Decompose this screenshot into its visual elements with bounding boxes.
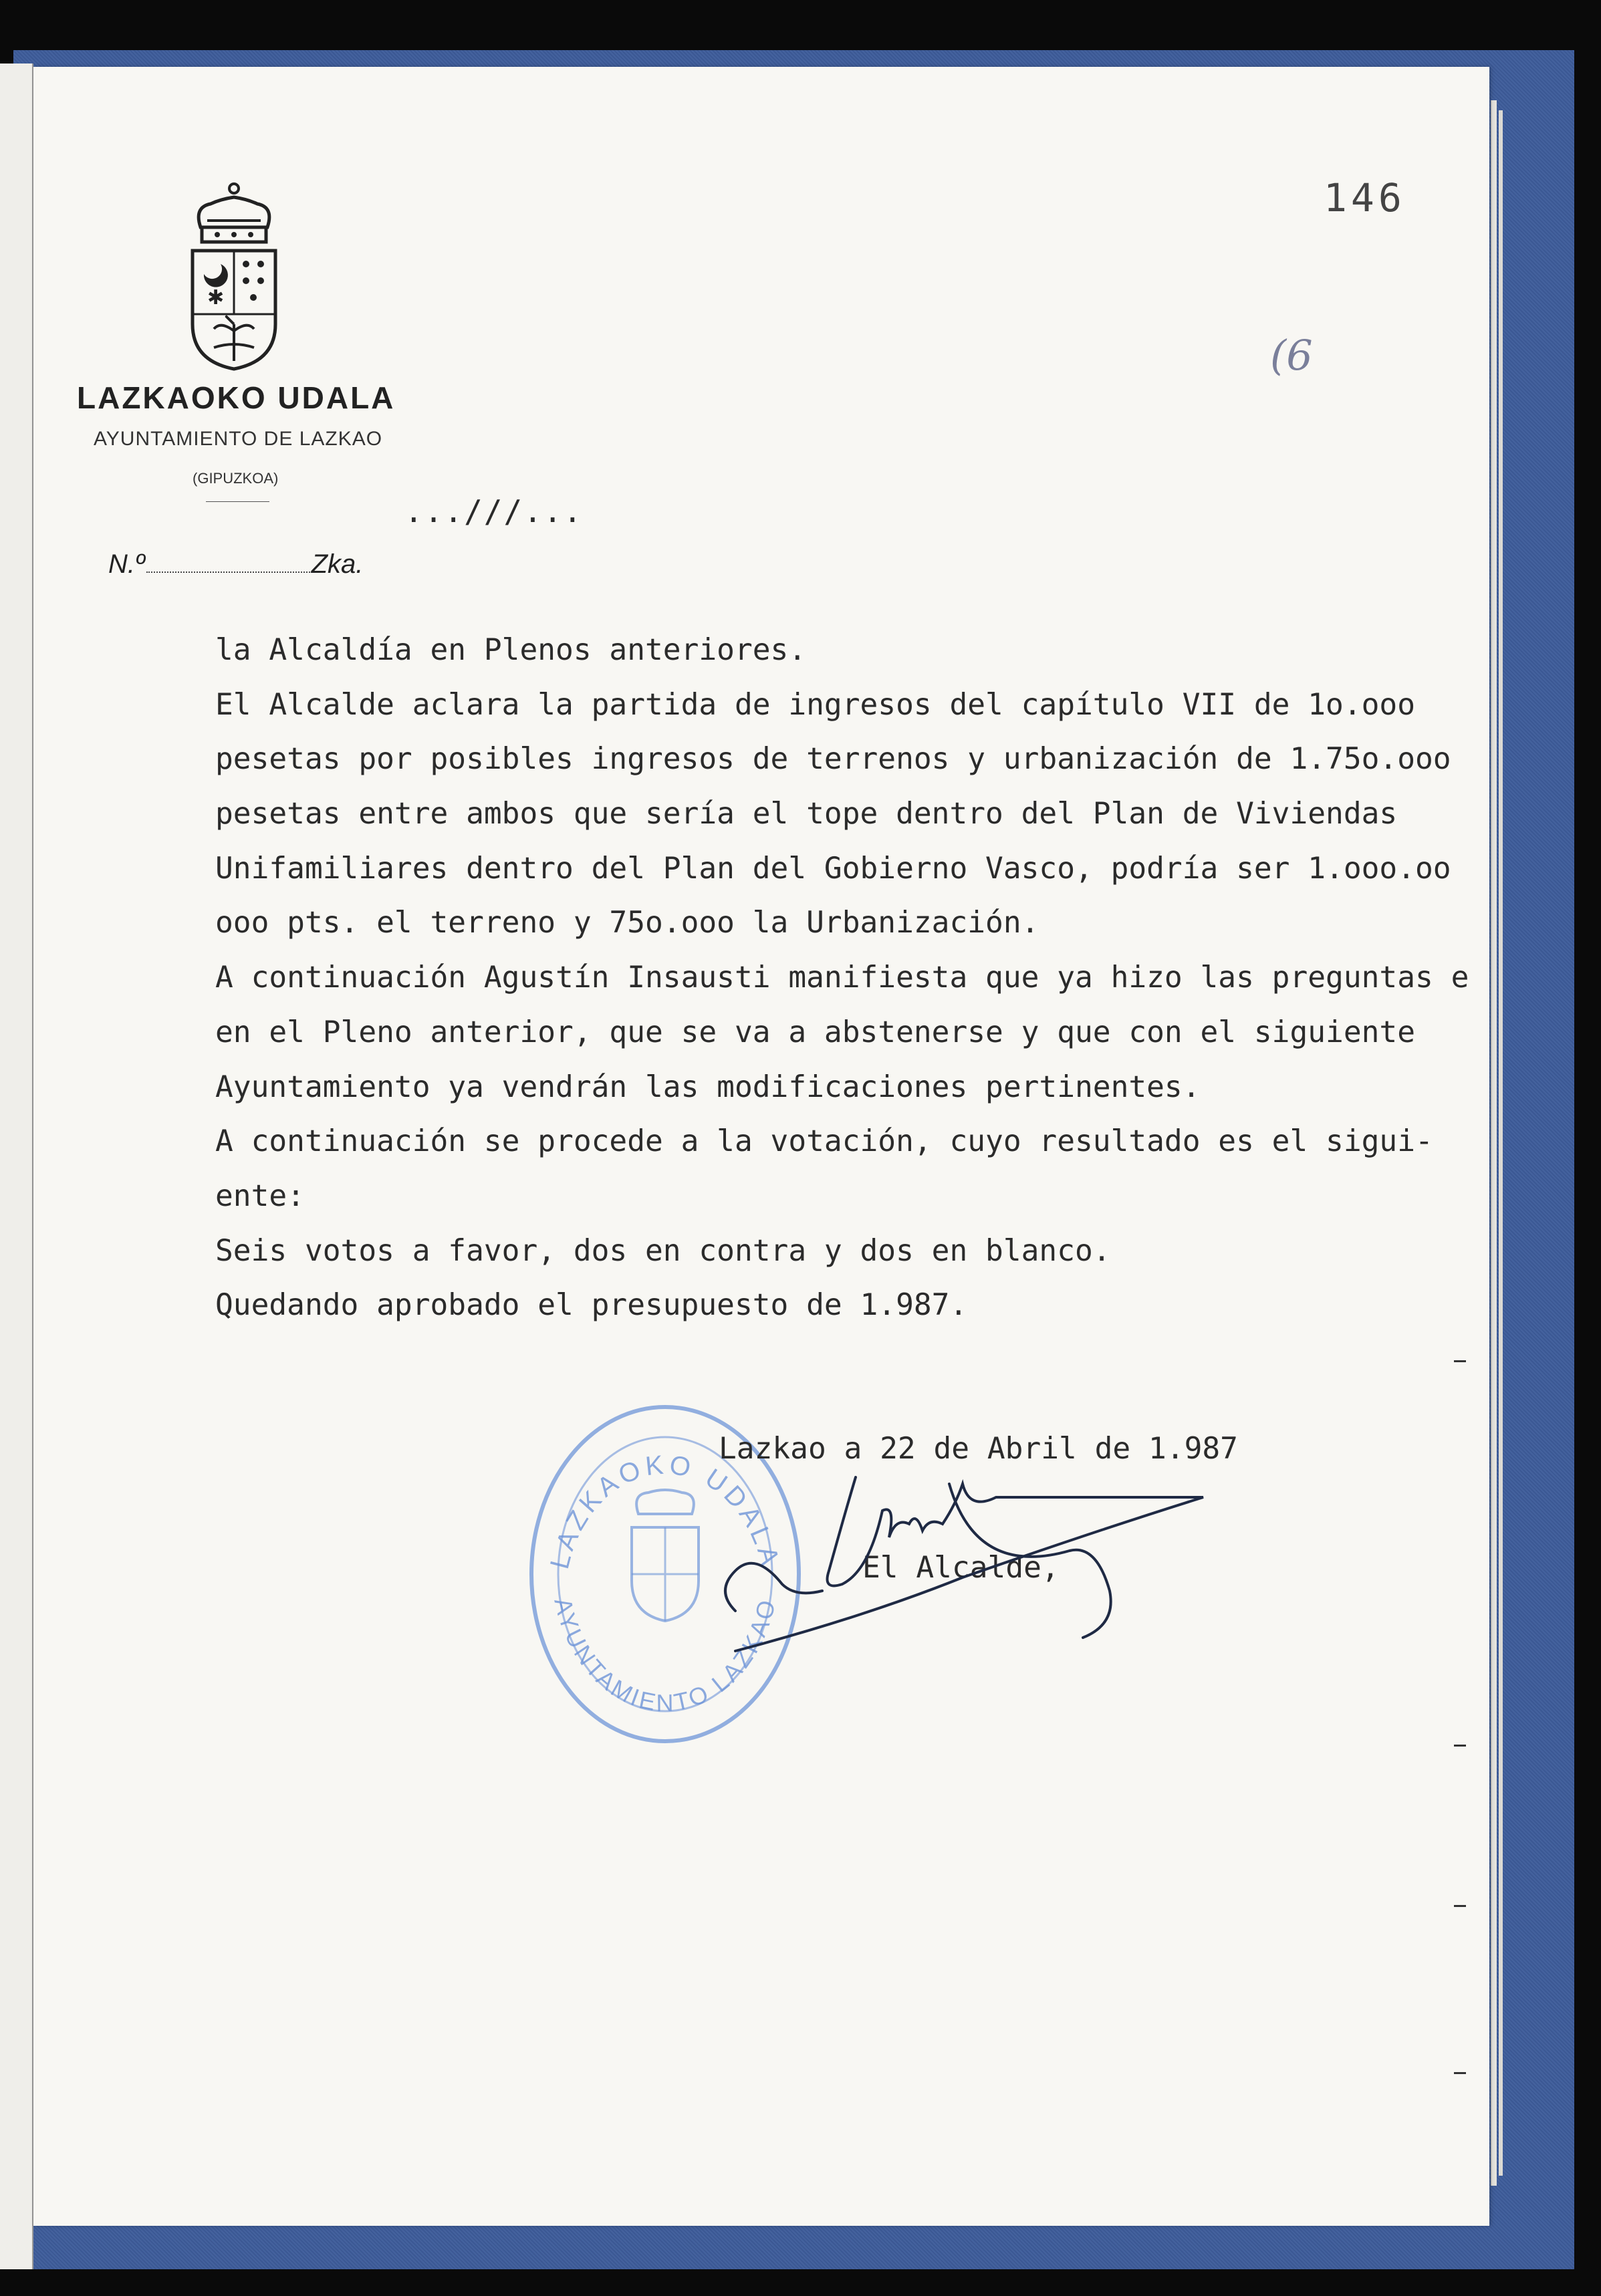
stamp-bottom-text: AYUNTAMIENTO LAZKAO bbox=[549, 1595, 781, 1717]
body-line: A continuación se procede a la votación, cuyo resultado es el sigui- bbox=[215, 1124, 1433, 1159]
page-number: 146 bbox=[1324, 175, 1406, 221]
body-line: Ayuntamiento ya vendrán las modificaciones pertinentes. bbox=[215, 1069, 1201, 1104]
continuation-mark: ...///... bbox=[404, 493, 584, 529]
body-line: pesetas por posibles ingresos de terrenos y urbanización de 1.75o.ooo bbox=[215, 742, 1451, 777]
signer-title: El Alcalde, bbox=[862, 1551, 1060, 1585]
body-line: Seis votos a favor, dos en contra y dos en blanco. bbox=[215, 1233, 1111, 1268]
handwritten-signature bbox=[695, 1457, 1257, 1658]
header-rule bbox=[206, 501, 269, 502]
body-line: Quedando aprobado el presupuesto de 1.987. bbox=[215, 1288, 968, 1323]
reference-number-field bbox=[108, 549, 363, 580]
page-stack-edge bbox=[1491, 100, 1497, 2186]
body-line: en el Pleno anterior, que se va a abstenerse y que con el siguiente bbox=[215, 1015, 1416, 1049]
stamp-top-text: LAZKAOKO UDALA bbox=[545, 1450, 786, 1572]
place-and-date: Lazkao a 22 de Abril de 1.987 bbox=[719, 1432, 1238, 1466]
number-prefix: N.º bbox=[108, 549, 145, 579]
page-stack-edge-inner bbox=[1499, 110, 1503, 2176]
left-page-edge bbox=[0, 63, 33, 2269]
body-line: ente: bbox=[215, 1178, 305, 1213]
province-label: (GIPUZKOA) bbox=[193, 470, 279, 487]
document-body bbox=[215, 623, 1469, 1333]
body-line: ooo pts. el terreno y 75o.ooo la Urbanización. bbox=[215, 906, 1039, 940]
margin-tick bbox=[1454, 1905, 1466, 1907]
body-line: El Alcalde aclara la partida de ingresos del capítulo VII de 1o.ooo bbox=[215, 687, 1416, 722]
body-line: A continuación Agustín Insausti manifiesta que ya hizo las preguntas e bbox=[215, 961, 1469, 995]
body-line: Unifamiliares dentro del Plan del Gobierno Vasco, podría ser 1.ooo.oo bbox=[215, 851, 1451, 886]
pencil-annotation: (6 bbox=[1270, 331, 1313, 380]
organization-subtitle: AYUNTAMIENTO DE LAZKAO bbox=[94, 428, 383, 450]
number-suffix: Zka. bbox=[311, 549, 364, 579]
number-dotted-line bbox=[146, 553, 310, 573]
body-line: pesetas entre ambos que sería el tope dentro del Plan de Viviendas bbox=[215, 797, 1398, 832]
coat-of-arms-icon bbox=[187, 180, 281, 371]
margin-tick bbox=[1454, 2072, 1466, 2074]
svg-text:✱: ✱ bbox=[207, 286, 225, 309]
margin-tick bbox=[1454, 1360, 1466, 1362]
body-line: la Alcaldía en Plenos anteriores. bbox=[215, 633, 807, 667]
organization-name: LAZKAOKO UDALA bbox=[77, 380, 396, 415]
margin-tick bbox=[1454, 1745, 1466, 1747]
